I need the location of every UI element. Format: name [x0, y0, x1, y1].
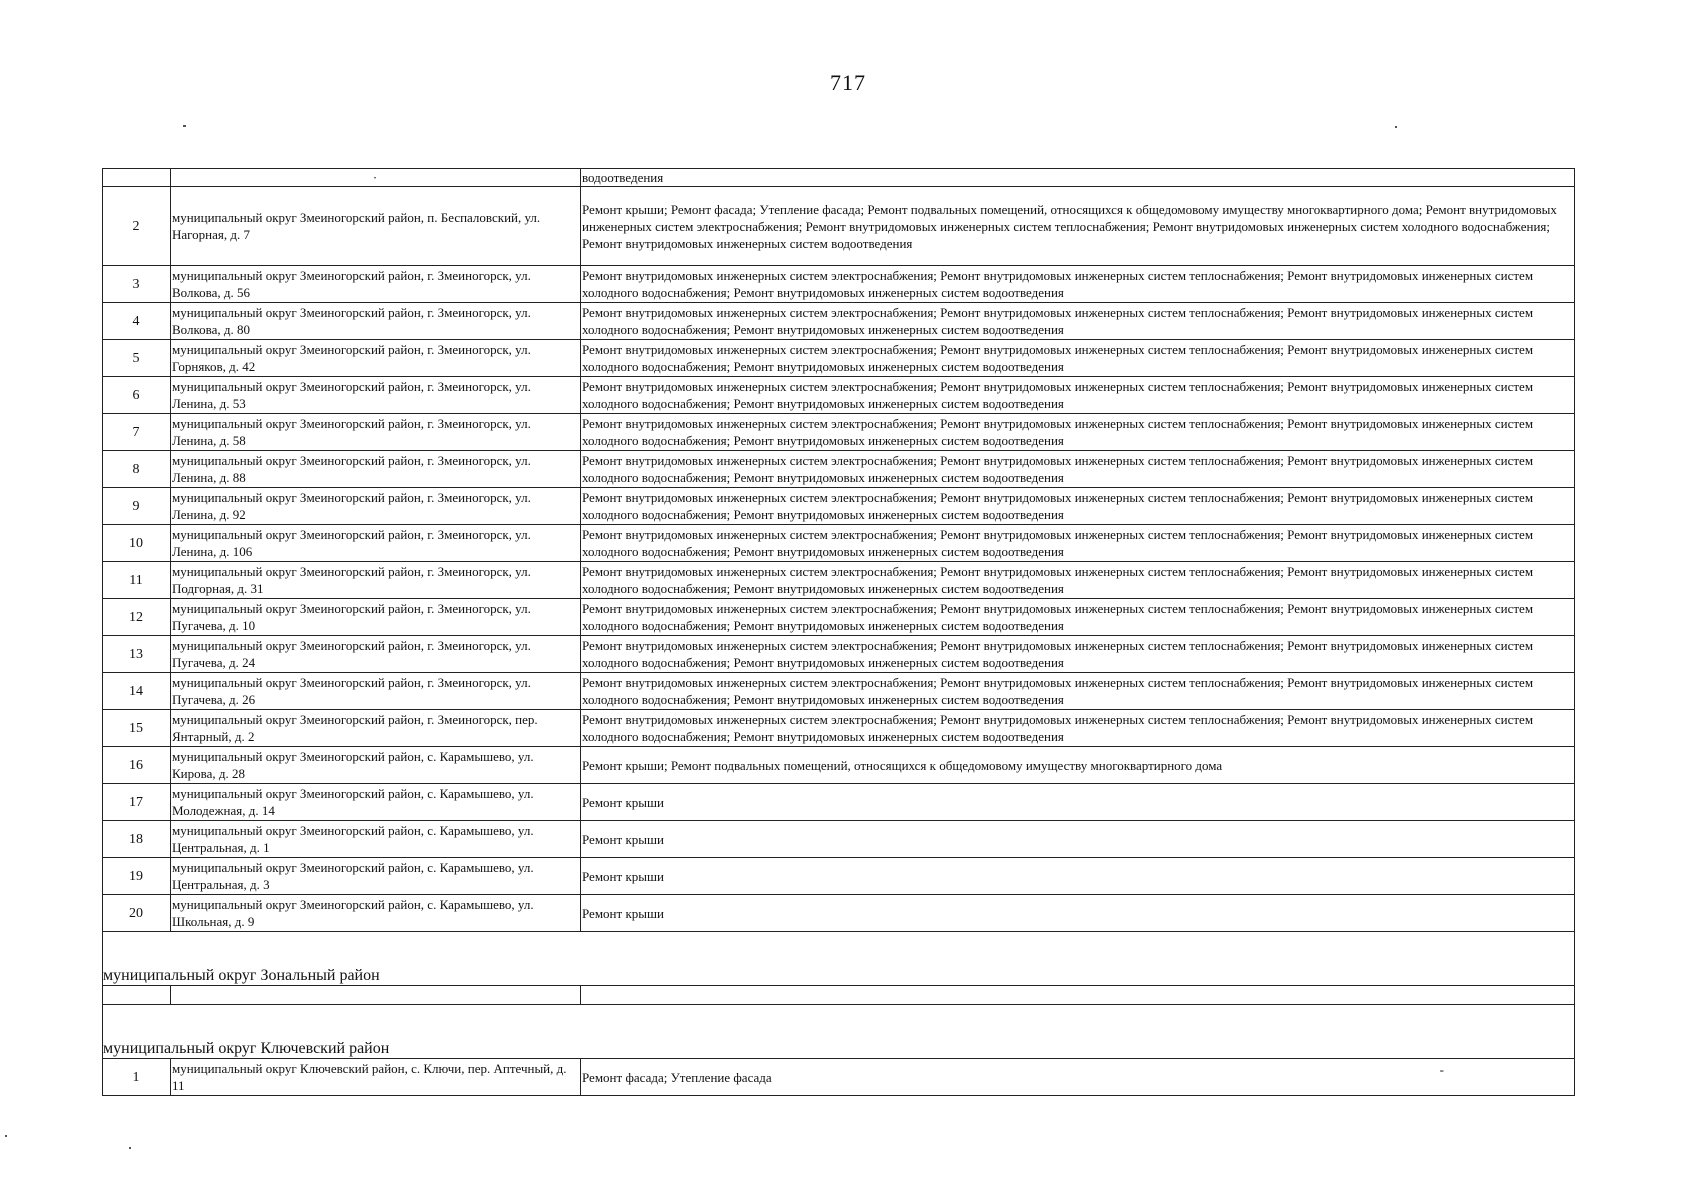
table-row — [103, 599, 1575, 636]
row-number-cell: 20 — [103, 895, 171, 932]
address-cell: муниципальный округ Змеиногорский район, г. Змеиногорск, ул. Ленина, д. 88 — [171, 451, 581, 488]
works-cell: Ремонт внутридомовых инженерных систем электроснабжения; Ремонт внутридомовых инженерных систем теплоснабжения; Ремонт внутридомовых инженерных систем холодного водоснабжения; Ремонт внутридомовых инженерных систем водоотведения — [581, 599, 1575, 636]
address-cell: муниципальный округ Змеиногорский район, с. Карамышево, ул. Молодежная, д. 14 — [171, 784, 581, 821]
row-number-cell: 13 — [103, 636, 171, 673]
address-cell: муниципальный округ Змеиногорский район, г. Змеиногорск, ул. Пугачева, д. 26 — [171, 673, 581, 710]
address-cell: муниципальный округ Змеиногорский район, г. Змеиногорск, ул. Пугачева, д. 24 — [171, 636, 581, 673]
repair-registry-table — [102, 168, 1575, 1096]
works-cell: Ремонт внутридомовых инженерных систем электроснабжения; Ремонт внутридомовых инженерных систем теплоснабжения; Ремонт внутридомовых инженерных систем холодного водоснабжения; Ремонт внутридомовых инженерных систем водоотведения — [581, 562, 1575, 599]
scan-speck — [129, 1147, 131, 1149]
row-number-cell: 12 — [103, 599, 171, 636]
address-cell: муниципальный округ Змеиногорский район, с. Карамышево, ул. Центральная, д. 3 — [171, 858, 581, 895]
row-number-cell: 5 — [103, 340, 171, 377]
table-row — [103, 451, 1575, 488]
row-number-cell: 10 — [103, 525, 171, 562]
works-cell: Ремонт крыши — [581, 895, 1575, 932]
district-zonalny-row — [103, 932, 1575, 986]
table-row — [103, 488, 1575, 525]
table-row — [103, 895, 1575, 932]
row-number-cell: 18 — [103, 821, 171, 858]
row-number-cell: 11 — [103, 562, 171, 599]
row-number-cell: 6 — [103, 377, 171, 414]
address-cell: муниципальный округ Змеиногорский район, с. Карамышево, ул. Кирова, д. 28 — [171, 747, 581, 784]
table-row — [103, 1059, 1575, 1096]
works-text: Ремонт фасада; Утепление фасада — [582, 1069, 772, 1085]
works-cell: Ремонт внутридомовых инженерных систем электроснабжения; Ремонт внутридомовых инженерных систем теплоснабжения; Ремонт внутридомовых инженерных систем холодного водоснабжения; Ремонт внутридомовых инженерных систем водоотведения — [581, 266, 1575, 303]
table-row — [103, 673, 1575, 710]
row-number-cell: 1 — [103, 1059, 171, 1096]
row-number-cell: 19 — [103, 858, 171, 895]
address-cell: муниципальный округ Змеиногорский район, г. Змеиногорск, ул. Подгорная, д. 31 — [171, 562, 581, 599]
row-number-cell: 16 — [103, 747, 171, 784]
table-row — [103, 303, 1575, 340]
table-row — [103, 858, 1575, 895]
row-number-cell: 2 — [103, 187, 171, 266]
empty-row — [103, 986, 1575, 1005]
works-cell: Ремонт крыши; Ремонт фасада; Утепление фасада; Ремонт подвальных помещений, относящихся к общедомовому имуществу многоквартирного дома; Ремонт внутридомовых инженерных систем электроснабжения; Ремонт внутридомовых инженерных систем теплоснабжения; Ремонт внутридомовых инженерных систем холодного водоснабжения; Ремонт внутридомовых инженерных систем водоотведения — [581, 187, 1575, 266]
row-number-cell: 7 — [103, 414, 171, 451]
table-row — [103, 340, 1575, 377]
table-row — [103, 562, 1575, 599]
works-cell: Ремонт внутридомовых инженерных систем электроснабжения; Ремонт внутридомовых инженерных систем теплоснабжения; Ремонт внутридомовых инженерных систем холодного водоснабжения; Ремонт внутридомовых инженерных систем водоотведения — [581, 710, 1575, 747]
page-number: 717 — [830, 70, 866, 95]
table-row — [103, 266, 1575, 303]
row-number-cell: 14 — [103, 673, 171, 710]
works-cell: Ремонт внутридомовых инженерных систем электроснабжения; Ремонт внутридомовых инженерных систем теплоснабжения; Ремонт внутридомовых инженерных систем холодного водоснабжения; Ремонт внутридомовых инженерных систем водоотведения — [581, 303, 1575, 340]
table-row — [103, 377, 1575, 414]
row-number-cell: 8 — [103, 451, 171, 488]
address-cell: муниципальный округ Змеиногорский район, г. Змеиногорск, ул. Волкова, д. 56 — [171, 266, 581, 303]
scan-speck — [183, 125, 186, 127]
row-number-cell: 9 — [103, 488, 171, 525]
table-row — [103, 525, 1575, 562]
table-row — [103, 187, 1575, 266]
row-number-cell — [103, 169, 171, 187]
works-cell: Ремонт крыши — [581, 858, 1575, 895]
table-row — [103, 747, 1575, 784]
works-cell: Ремонт внутридомовых инженерных систем электроснабжения; Ремонт внутридомовых инженерных систем теплоснабжения; Ремонт внутридомовых инженерных систем холодного водоснабжения; Ремонт внутридомовых инженерных систем водоотведения — [581, 488, 1575, 525]
works-cell: Ремонт крыши — [581, 784, 1575, 821]
dash-mark: - — [1439, 1062, 1444, 1077]
works-cell: водоотведения — [581, 169, 1575, 187]
address-cell: муниципальный округ Ключевский район, с. Ключи, пер. Аптечный, д. 11 — [171, 1059, 581, 1096]
continuation-row — [103, 169, 1575, 187]
works-cell: Ремонт внутридомовых инженерных систем электроснабжения; Ремонт внутридомовых инженерных систем теплоснабжения; Ремонт внутридомовых инженерных систем холодного водоснабжения; Ремонт внутридомовых инженерных систем водоотведения — [581, 377, 1575, 414]
district-heading: муниципальный округ Зональный район — [103, 932, 1575, 986]
address-cell: муниципальный округ Змеиногорский район, г. Змеиногорск, ул. Ленина, д. 106 — [171, 525, 581, 562]
row-number-cell: 17 — [103, 784, 171, 821]
table-row — [103, 821, 1575, 858]
address-cell: муниципальный округ Змеиногорский район, г. Змеиногорск, ул. Горняков, д. 42 — [171, 340, 581, 377]
works-cell: Ремонт внутридомовых инженерных систем электроснабжения; Ремонт внутридомовых инженерных систем теплоснабжения; Ремонт внутридомовых инженерных систем холодного водоснабжения; Ремонт внутридомовых инженерных систем водоотведения — [581, 673, 1575, 710]
district-kluchevsky-row — [103, 1005, 1575, 1059]
row-number-cell: 15 — [103, 710, 171, 747]
scan-speck — [1395, 126, 1397, 128]
works-cell: Ремонт внутридомовых инженерных систем электроснабжения; Ремонт внутридомовых инженерных систем теплоснабжения; Ремонт внутридомовых инженерных систем холодного водоснабжения; Ремонт внутридомовых инженерных систем водоотведения — [581, 340, 1575, 377]
address-cell: муниципальный округ Змеиногорский район, с. Карамышево, ул. Центральная, д. 1 — [171, 821, 581, 858]
works-cell — [581, 1059, 1575, 1096]
address-cell: муниципальный округ Змеиногорский район, г. Змеиногорск, ул. Волкова, д. 80 — [171, 303, 581, 340]
address-cell: муниципальный округ Змеиногорский район, г. Змеиногорск, ул. Пугачева, д. 10 — [171, 599, 581, 636]
address-cell: · — [171, 169, 581, 187]
address-cell: муниципальный округ Змеиногорский район, г. Змеиногорск, ул. Ленина, д. 58 — [171, 414, 581, 451]
address-cell: муниципальный округ Змеиногорский район, г. Змеиногорск, ул. Ленина, д. 53 — [171, 377, 581, 414]
district-heading: муниципальный округ Ключевский район — [103, 1005, 1575, 1059]
works-cell — [581, 986, 1575, 1005]
address-cell: муниципальный округ Змеиногорский район, г. Змеиногорск, ул. Ленина, д. 92 — [171, 488, 581, 525]
row-number-cell: 4 — [103, 303, 171, 340]
works-cell: Ремонт крыши — [581, 821, 1575, 858]
row-number-cell — [103, 986, 171, 1005]
works-cell: Ремонт внутридомовых инженерных систем электроснабжения; Ремонт внутридомовых инженерных систем теплоснабжения; Ремонт внутридомовых инженерных систем холодного водоснабжения; Ремонт внутридомовых инженерных систем водоотведения — [581, 525, 1575, 562]
works-cell: Ремонт крыши; Ремонт подвальных помещений, относящихся к общедомовому имуществу многоквартирного дома — [581, 747, 1575, 784]
table-row — [103, 784, 1575, 821]
row-number-cell: 3 — [103, 266, 171, 303]
address-cell: муниципальный округ Змеиногорский район, г. Змеиногорск, пер. Янтарный, д. 2 — [171, 710, 581, 747]
works-cell: Ремонт внутридомовых инженерных систем электроснабжения; Ремонт внутридомовых инженерных систем теплоснабжения; Ремонт внутридомовых инженерных систем холодного водоснабжения; Ремонт внутридомовых инженерных систем водоотведения — [581, 414, 1575, 451]
table-row — [103, 710, 1575, 747]
address-cell — [171, 986, 581, 1005]
address-cell: муниципальный округ Змеиногорский район, с. Карамышево, ул. Школьная, д. 9 — [171, 895, 581, 932]
works-cell: Ремонт внутридомовых инженерных систем электроснабжения; Ремонт внутридомовых инженерных систем теплоснабжения; Ремонт внутридомовых инженерных систем холодного водоснабжения; Ремонт внутридомовых инженерных систем водоотведения — [581, 451, 1575, 488]
scan-speck — [5, 1135, 7, 1137]
works-cell: Ремонт внутридомовых инженерных систем электроснабжения; Ремонт внутридомовых инженерных систем теплоснабжения; Ремонт внутридомовых инженерных систем холодного водоснабжения; Ремонт внутридомовых инженерных систем водоотведения — [581, 636, 1575, 673]
table-row — [103, 636, 1575, 673]
address-cell: муниципальный округ Змеиногорский район, п. Беспаловский, ул. Нагорная, д. 7 — [171, 187, 581, 266]
table-row — [103, 414, 1575, 451]
